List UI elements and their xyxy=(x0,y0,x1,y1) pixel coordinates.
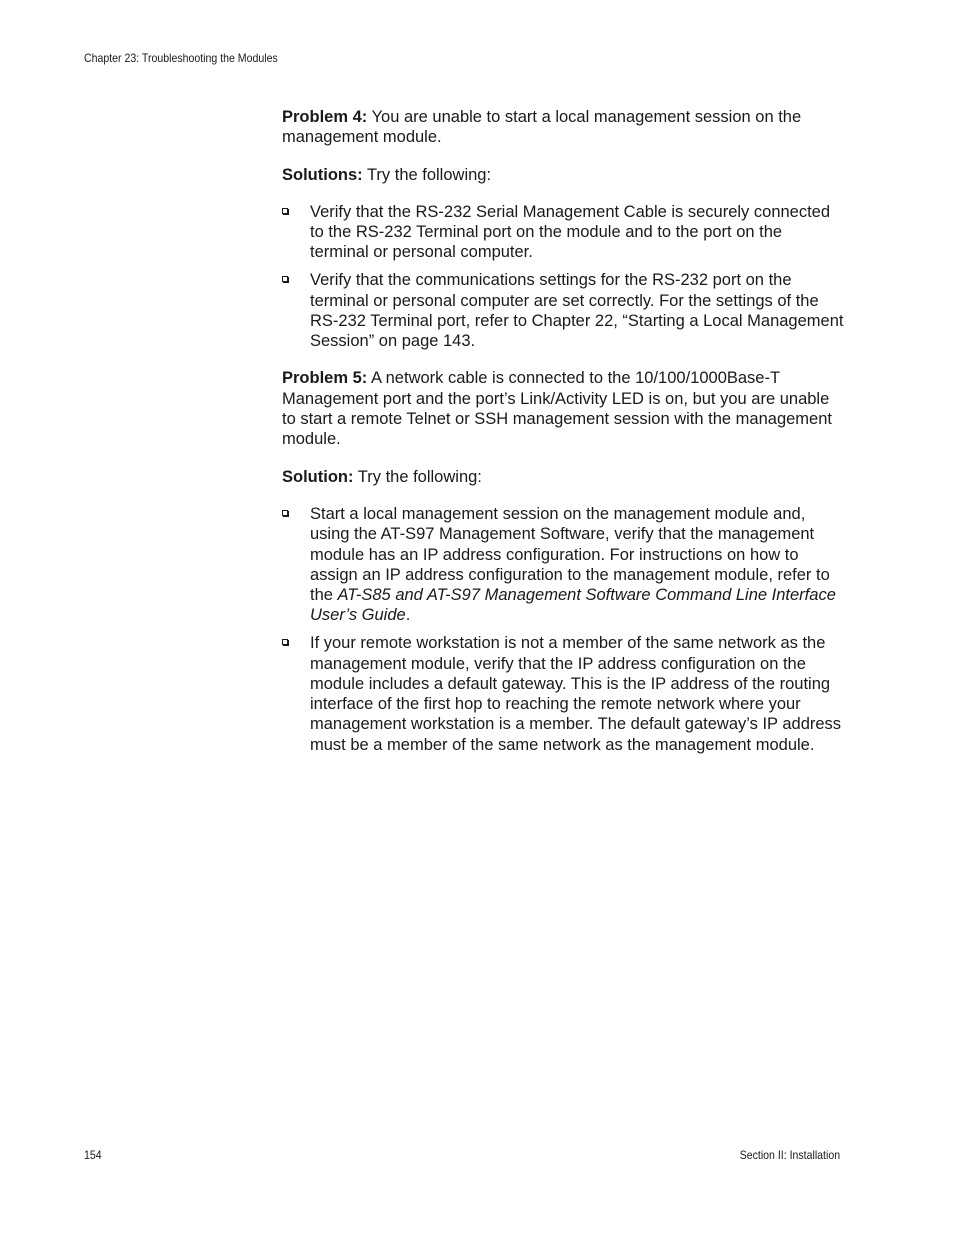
page-body xyxy=(282,107,844,772)
solutions-4-label: Solutions: xyxy=(282,165,363,184)
solutions-4-text: Try the following: xyxy=(362,165,492,184)
solutions-4-paragraph xyxy=(282,165,844,185)
checkbox-bullet-icon xyxy=(282,208,288,214)
list-item xyxy=(282,633,844,755)
list-item-text: Start a local management session on the management module and, using the AT-S97 Management Software, verify that the management module has an IP address configuration. For instructions on how to assign an IP address configuration to the management module, refer to the xyxy=(310,504,830,605)
problem-5-checklist xyxy=(282,504,844,755)
checkbox-bullet-icon xyxy=(282,510,288,516)
problem-4-checklist xyxy=(282,202,844,352)
checkbox-bullet-icon xyxy=(282,276,288,282)
solution-5-label: Solution: xyxy=(282,467,354,486)
list-item-text-end: . xyxy=(405,606,411,625)
problem-4-text: You are unable to start a local management session on the management module. xyxy=(282,108,802,147)
list-item xyxy=(282,504,844,626)
running-header: Chapter 23: Troubleshooting the Modules xyxy=(84,51,278,65)
list-item-text: Verify that the communications settings for the RS-232 port on the terminal or personal computer are set correctly. For the settings of the RS-232 Terminal port, refer to Chapter 22, “Starting a Local Management Session” on page 143. xyxy=(310,271,844,351)
solution-5-text: Try the following: xyxy=(353,467,482,486)
list-item-text: If your remote workstation is not a member of the same network as the management module, verify that the IP address configuration on the module includes a default gateway. This is the IP address of the routing interface of the first hop to reaching the remote network where your management workstation is a member. The default gateway’s IP address must be a member of the same network as the management module. xyxy=(310,634,842,754)
problem-4-label: Problem 4: xyxy=(282,108,368,126)
problem-5-text: A network cable is connected to the 10/100/1000Base-T Management port and the port’s Link/Activity LED is on, but you are unable to start a remote Telnet or SSH management session with the management module. xyxy=(282,369,832,449)
problem-4-paragraph xyxy=(282,107,844,148)
solution-5-paragraph xyxy=(282,467,844,487)
list-item-text: Verify that the RS-232 Serial Management Cable is securely connected to the RS-232 Terminal port on the module and to the port on the terminal or personal computer. xyxy=(310,202,831,262)
list-item xyxy=(282,270,844,351)
checkbox-bullet-icon xyxy=(282,639,288,645)
page-number: 154 xyxy=(84,1148,102,1162)
section-label: Section II: Installation xyxy=(739,1148,840,1162)
problem-5-label: Problem 5: xyxy=(282,369,368,388)
problem-5-paragraph xyxy=(282,368,844,449)
list-item xyxy=(282,202,844,263)
guide-title: AT-S85 and AT-S97 Management Software Command Line Interface User’s Guide xyxy=(310,586,836,625)
